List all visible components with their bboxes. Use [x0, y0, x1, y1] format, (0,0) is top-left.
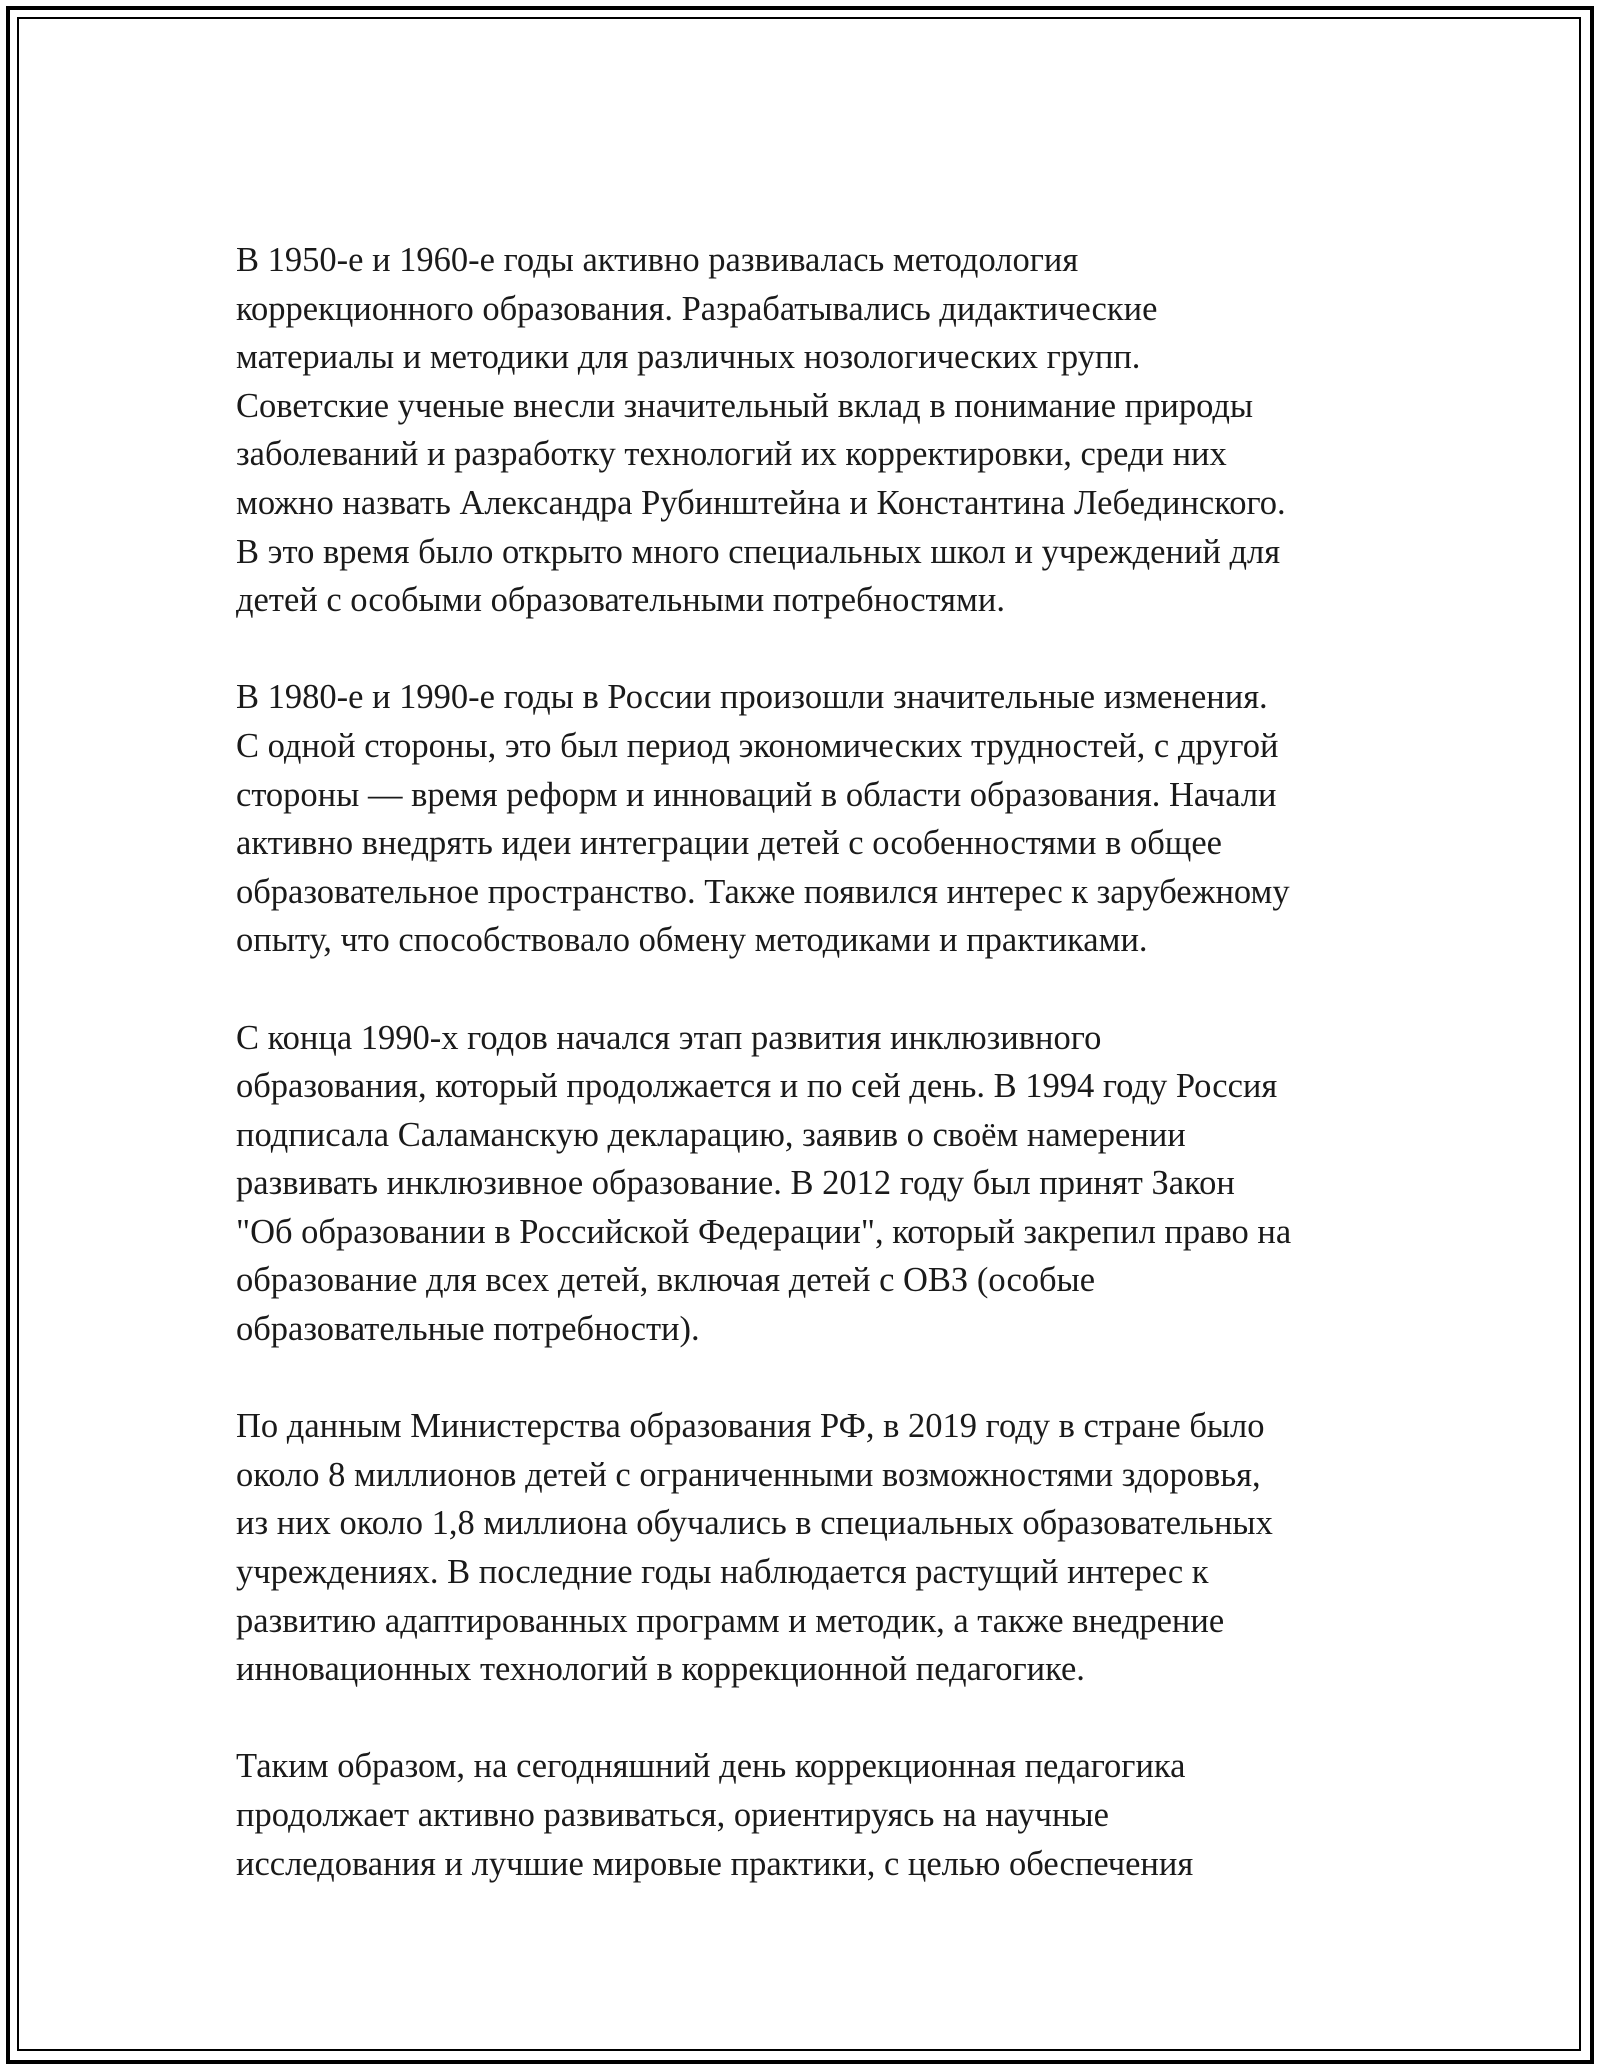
text-line: можно назвать Александра Рубинштейна и Константина Лебединского. [236, 483, 1286, 522]
text-line: В 1950-е и 1960-е годы активно развивалась методология [236, 241, 1079, 279]
text-line: "Об образовании в Российской Федерации", который закрепил право на [236, 1212, 1292, 1251]
document-body [236, 236, 1396, 1937]
text-line: образование для всех детей, включая детей с ОВЗ (особые [236, 1261, 1096, 1300]
text-line: около 8 миллионов детей с ограниченными возможностями здоровья, [236, 1455, 1261, 1494]
text-line: стороны — время реформ и инноваций в области образования. Начали [236, 775, 1277, 814]
text-line: активно внедрять идеи интеграции детей с особенностями в общее [236, 824, 1222, 863]
text-line: коррекционного образования. Разрабатывались дидактические [236, 289, 1158, 328]
text-line: из них около 1,8 миллиона обучались в специальных образовательных [236, 1504, 1273, 1543]
paragraph-conclusion [236, 1742, 1396, 1888]
text-line: подписала Саламанскую декларацию, заявив о своём намерении [236, 1115, 1186, 1154]
text-line: развитию адаптированных программ и методик, а также внедрение [236, 1601, 1225, 1640]
text-line: образовательное пространство. Также появился интерес к зарубежному [236, 872, 1290, 911]
text-line: С конца 1990-х годов начался этап развития инклюзивного [236, 1018, 1102, 1057]
text-line: Таким образом, на сегодняшний день коррекционная педагогика [236, 1747, 1186, 1786]
paragraph-1980s-1990s [236, 673, 1396, 965]
text-line: учреждениях. В последние годы наблюдается растущий интерес к [236, 1553, 1209, 1592]
text-line: развивать инклюзивное образование. В 2012 году был принят Закон [236, 1164, 1235, 1203]
paragraph-1950s-1960s [236, 236, 1396, 625]
text-line: образования, который продолжается и по сей день. В 1994 году Россия [236, 1067, 1278, 1106]
text-line: продолжает активно развиваться, ориентируясь на научные [236, 1796, 1109, 1834]
text-line: исследования и лучшие мировые практики, с целью обеспечения [236, 1844, 1194, 1883]
text-line: образовательные потребности). [236, 1310, 700, 1349]
text-line: инновационных технологий в коррекционной педагогике. [236, 1650, 1085, 1689]
text-line: опыту, что способствовало обмену методиками и практиками. [236, 921, 1148, 960]
text-line: С одной стороны, это был период экономических трудностей, с другой [236, 726, 1279, 765]
text-line: В это время было открыто много специальных школ и учреждений для [236, 532, 1281, 571]
text-line: материалы и методики для различных нозологических групп. [236, 338, 1141, 377]
text-line: Советские ученые внесли значительный вклад в понимание природы [236, 386, 1254, 425]
paragraph-inclusive-education [236, 1014, 1396, 1354]
text-line: детей с особыми образовательными потребностями. [236, 581, 1005, 620]
text-line: В 1980-е и 1990-е годы в России произошли значительные изменения. [236, 678, 1268, 717]
text-line: заболеваний и разработку технологий их корректировки, среди них [236, 435, 1227, 474]
paragraph-ministry-statistics [236, 1402, 1396, 1694]
text-line: По данным Министерства образования РФ, в 2019 году в стране было [236, 1407, 1265, 1446]
